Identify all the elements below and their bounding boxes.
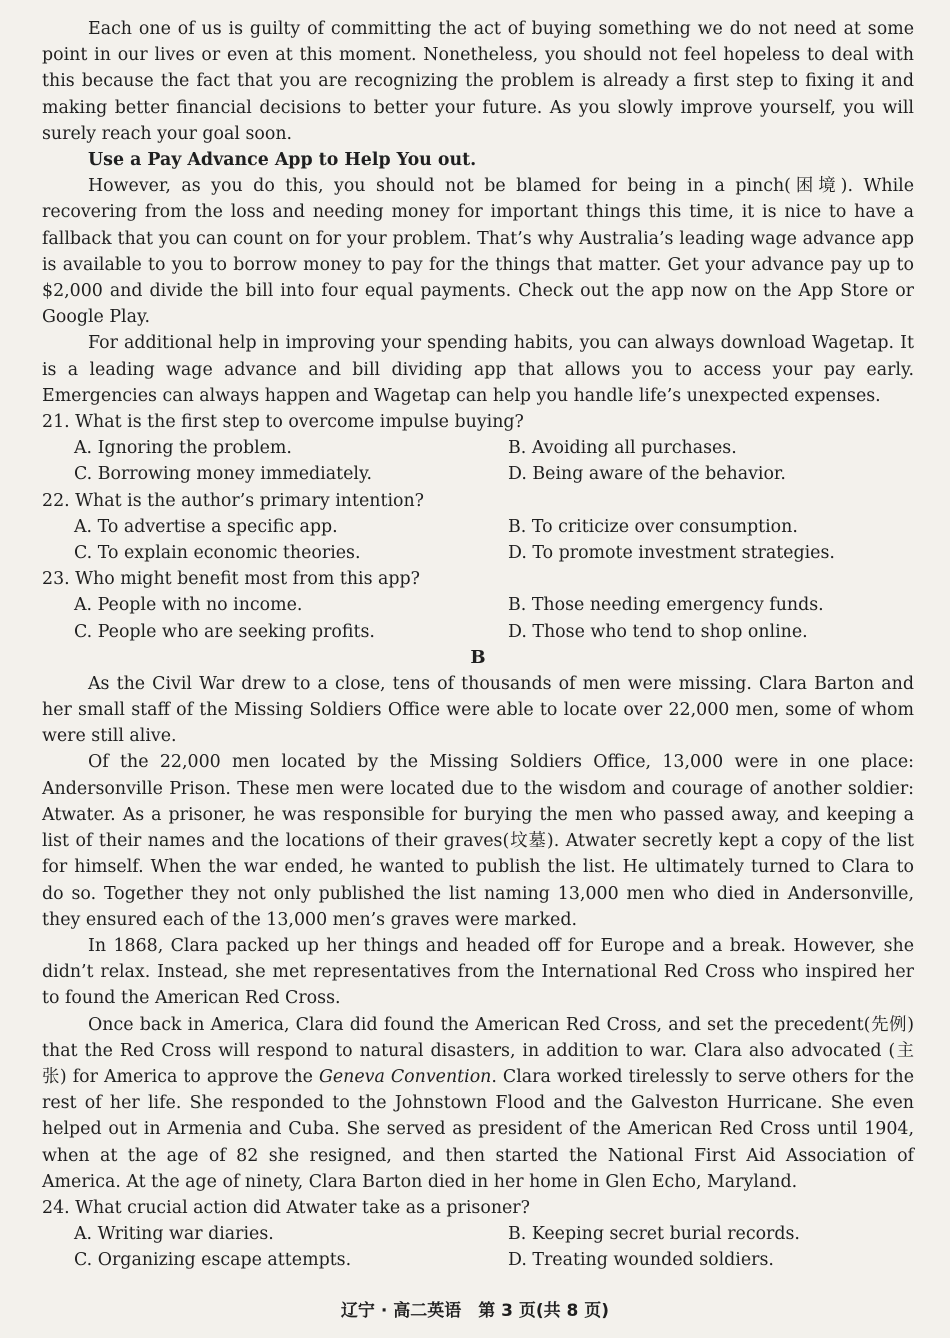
question-stem: 23. Who might benefit most from this app? [42, 569, 420, 590]
passage-a-paragraph-3: For additional help in improving your spending habits, you can always download Wagetap. It is a leading wage advance and bill dividing app that allows you to access your pay early. Emergencies can always happen and Wagetap can help you handle life’s unexpected expenses. [42, 333, 914, 406]
question-stem: 24. What crucial action did Atwater take as a prisoner? [42, 1197, 530, 1218]
option-c[interactable]: C. To explain economic theories. [74, 543, 361, 564]
option-a[interactable]: A. People with no income. [74, 595, 303, 616]
options-grid [42, 514, 914, 566]
option-d[interactable]: D. To promote investment strategies. [508, 543, 835, 564]
passage-a-paragraph-2: However, as you do this, you should not be blamed for being in a pinch(困境). While recovering from the loss and needing money for important things this time, it is nice to have a fallback that you can count on for your problem. That’s why Australia’s leading wage advance app is available to you to borrow money to pay for the things that matter. Get your advance pay up to $2,000 and divide the bill into four equal payments. Check out the app now on the App Store or Google Play. [42, 176, 914, 328]
options-grid [42, 435, 914, 487]
page-footer: 辽宁 · 高二英语 第 3 页(共 8 页) [340, 1301, 610, 1321]
option-b[interactable]: B. Avoiding all purchases. [508, 438, 737, 459]
question-24 [42, 1195, 914, 1274]
section-b-label: B [470, 646, 486, 668]
option-d[interactable]: D. Being aware of the behavior. [508, 464, 786, 485]
option-d[interactable]: D. Treating wounded soldiers. [508, 1250, 774, 1271]
option-a[interactable]: A. To advertise a specific app. [74, 516, 338, 537]
question-stem: 21. What is the first step to overcome impulse buying? [42, 412, 524, 433]
option-b[interactable]: B. Keeping secret burial records. [508, 1224, 800, 1245]
passage-a-subheading: Use a Pay Advance App to Help You out. [88, 150, 477, 171]
passage-b-paragraph-3: In 1868, Clara packed up her things and headed off for Europe and a break. However, she didn’t relax. Instead, she met representatives from the International Red Cross who inspired her to found the American Red Cross. [42, 935, 914, 1009]
option-c[interactable]: C. People who are seeking profits. [74, 621, 375, 642]
passage-b-paragraph-2: Of the 22,000 men located by the Missing Soldiers Office, 13,000 were in one place: Andersonville Prison. These men were located due to the wisdom and courage of another soldier: Atwater. As a prisoner, he was responsible for burying the men who passed away, and keeping a list of their names and the locations of their graves(坟墓). Atwater secretly kept a copy of the list for himself. When the war ended, he wanted to publish the list. He ultimately turned to Clara to do so. Together they not only published the list naming 13,000 men who died in Andersonville, they ensured each of the 13,000 men’s graves were marked. [42, 752, 914, 930]
geneva-convention-title: Geneva Convention [318, 1066, 492, 1087]
question-stem: 22. What is the author’s primary intention? [42, 490, 425, 511]
option-b[interactable]: B. Those needing emergency funds. [508, 595, 824, 616]
question-22 [42, 488, 914, 567]
question-23 [42, 566, 914, 645]
option-c[interactable]: C. Borrowing money immediately. [74, 464, 372, 485]
question-21 [42, 409, 914, 488]
option-b[interactable]: B. To criticize over consumption. [508, 516, 798, 537]
passage-a-paragraph-1: Each one of us is guilty of committing the act of buying something we do not need at some point in our lives or even at this moment. Nonetheless, you should not feel hopeless to deal with this because the fact that you are recognizing the problem is already a first step to fixing it and making better financial decisions to better your future. As you slowly improve yourself, you will surely reach your goal soon. [42, 19, 914, 144]
options-grid [42, 1221, 914, 1273]
passage-b-paragraph-1: As the Civil War drew to a close, tens of thousands of men were missing. Clara Barton and her small staff of the Missing Soldiers Office were able to locate over 22,000 men, some of whom were still alive. [42, 673, 914, 747]
paragraph-text-start: Once back in America, Clara did found the American Red Cross, and set the precedent(先例) that the Red Cross will respond to natural disasters, in addition to war. Clara also advocated (主张) for America to approve the [42, 1014, 914, 1087]
option-d[interactable]: D. Those who tend to shop online. [508, 621, 808, 642]
option-a[interactable]: A. Ignoring the problem. [74, 438, 292, 459]
passage-b-paragraph-4 [42, 1012, 914, 1195]
option-c[interactable]: C. Organizing escape attempts. [74, 1250, 352, 1271]
paragraph-text-end: . Clara worked tirelessly to serve others for the rest of her life. She responded to the Johnstown Flood and the Galveston Hurricane. She even helped out in Armenia and Cuba. She served as president of the American Red Cross until 1904, when at the age of 82 she resigned, and then started the National First Aid Association of America. At the age of ninety, Clara Barton died in her home in Glen Echo, Maryland. [42, 1066, 914, 1192]
option-a[interactable]: A. Writing war diaries. [74, 1224, 274, 1245]
options-grid [42, 592, 914, 644]
